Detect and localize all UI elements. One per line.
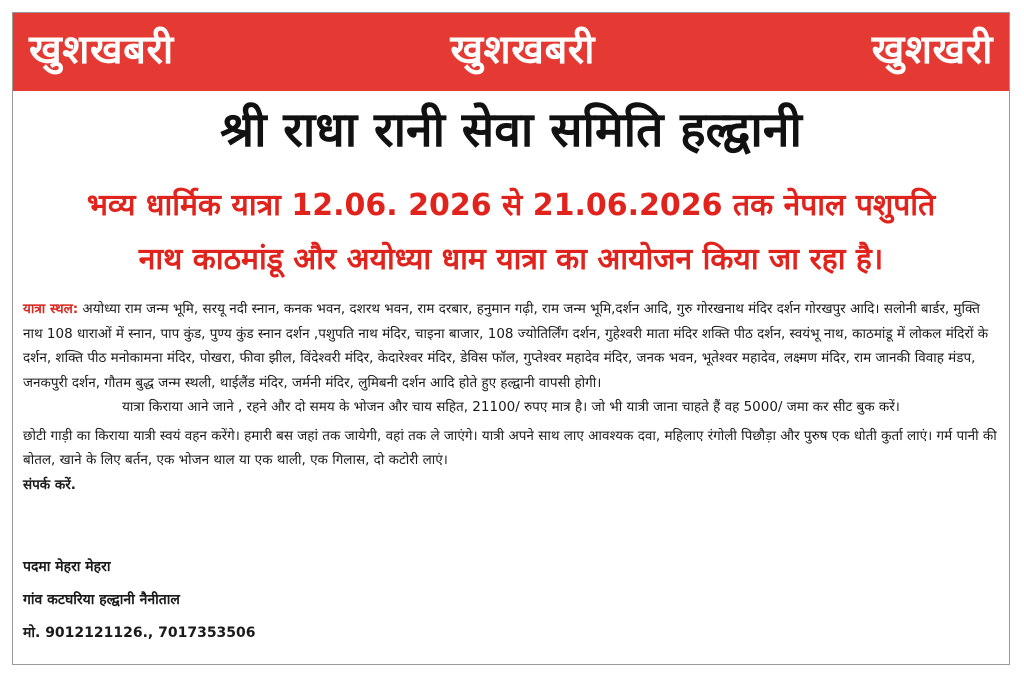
contact-phone: मो. 9012121126., 7017353506 — [23, 625, 256, 641]
contact-name: पदमा मेहरा मेहरा — [23, 559, 111, 575]
subtitle-line-2: नाथ काठमांडू और अयोध्या धाम यात्रा का आयोजन किया जा रहा है। — [138, 242, 884, 277]
announcement-subtitle — [23, 179, 999, 287]
route-paragraph — [23, 297, 999, 395]
contact-block — [23, 551, 256, 650]
contact-heading: संपर्क करें. — [23, 476, 76, 493]
header-banner — [13, 13, 1009, 91]
note-paragraph: छोटी गाड़ी का किराया यात्री स्वयं वहन करेंगे। हमारी बस जहां तक जायेगी, वहां तक ले जाएंगे। यात्री अपने साथ लाए आवश्यक दवा, महिलाए रंगोली पिछौड़ा और पुरुष एक धोती कुर्ता लाएं। गर्म पानी की बोतल, खाने के लिए बर्तन, एक भोजन थाल या एक थाली, एक गिलास, दो कटोरी लाएं। — [23, 427, 997, 468]
banner-word-center: खुशखबरी — [450, 27, 596, 73]
banner-word-right: खुशखरी — [871, 27, 993, 73]
organization-title: श्री राधा रानी सेवा समिति हल्द्वानी — [220, 102, 802, 158]
route-text: अयोध्या राम जन्म भूमि, सरयू नदी स्नान, कनक भवन, दशरथ भवन, राम दरबार, हनुमान गढ़ी, राम जन्म भूमि,दर्शन आदि, गुरु गोरखनाथ मंदिर दर्शन गोरखपुर आदि। सलोनी बार्डर, मुक्ति नाथ 108 धाराओं में स्नान, पाप कुंड, पुण्य कुंड स्नान दर्शन ,पशुपति नाथ मंदिर, चाइना बाजार, 108 ज्योतिर्लिंग दर्शन, गुहेश्वरी माता मंदिर शक्ति पीठ दर्शन, स्वयंभू नाथ, काठमांडू में लोकल मंदिरों के दर्शन, शक्ति पीठ मनोकामना मंदिर, पोखरा, फीवा झील, विंदेश्वरी मंदिर, केदारेश्वर मंदिर, डेविस फॉल, गुप्तेश्वर महादेव मंदिर, जनक भवन, भूतेश्वर महादेव, लक्ष्मण मंदिर, राम जानकी विवाह मंडप, जनकपुरी दर्शन, गौतम बुद्ध जन्म स्थली, थाईलैंड मंदिर, जर्मनी मंदिर, लुमिबनी दर्शन आदि होते हुए हल्द्वानी वापसी होगी। — [23, 301, 989, 391]
fare-paragraph: यात्रा किराया आने जाने , रहने और दो समय के भोजन और चाय सहित, 21100/ रुपए मात्र है। जो भी यात्री जाना चाहते हैं वह 5000/ जमा कर सीट बुक करें। — [122, 399, 900, 415]
route-label: यात्रा स्थल: — [23, 301, 79, 317]
subtitle-line-1: भव्य धार्मिक यात्रा 12.06. 2026 से 21.06.2026 तक नेपाल पशुपति — [86, 188, 936, 223]
poster — [12, 12, 1010, 665]
contact-address: गांव कटघरिया हल्द्वानी नैनीताल — [23, 592, 180, 608]
banner-word-left: खुशखबरी — [29, 27, 174, 73]
details-body — [23, 297, 999, 497]
